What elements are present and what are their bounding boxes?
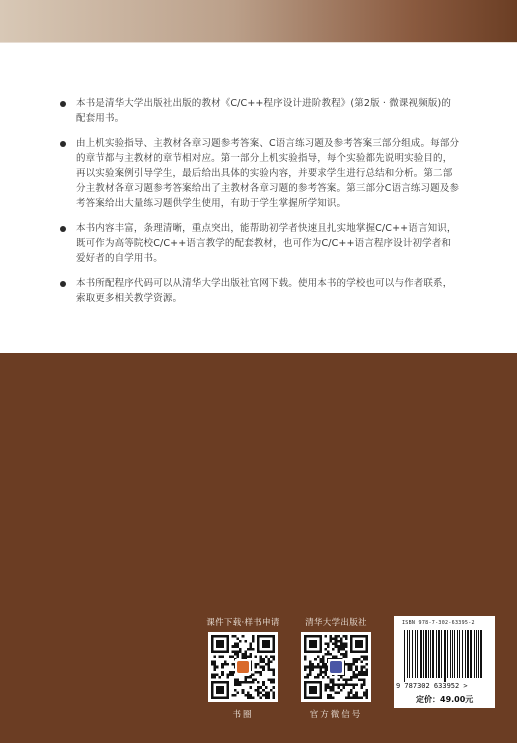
description-text: 本书是清华大学出版社出版的教材《C/C++程序设计进阶教程》(第2版 · 微课视频版)的配套用书。 (76, 98, 452, 124)
bullet-dot-icon (60, 101, 66, 107)
isbn-barcode-box (394, 616, 495, 708)
qr-group-wechat (296, 616, 376, 720)
book-circle-logo-icon (237, 661, 249, 673)
price-label: 定价：49.00元 (416, 695, 474, 704)
top-divider (0, 42, 517, 43)
description-item (60, 276, 460, 306)
qr-caption-top: 清华大学出版社 (305, 618, 367, 628)
qr-group-book-circle (203, 616, 283, 720)
bullet-dot-icon (60, 281, 66, 287)
isbn-text: ISBN 978-7-302-63395-2 (402, 620, 475, 626)
qr-code-wechat[interactable] (301, 632, 371, 702)
description-item (60, 96, 460, 126)
qr-caption-top: 课件下载·样书申请 (206, 618, 280, 628)
barcode-digits: 9 787302 633952 > (396, 682, 468, 690)
top-gradient-band (0, 0, 517, 42)
bullet-dot-icon (60, 141, 66, 147)
barcode-icon (404, 630, 485, 682)
description-text: 本书所配程序代码可以从清华大学出版社官网下载。使用本书的学校也可以与作者联系，索取更多相关教学资源。 (76, 278, 453, 304)
description-text: 本书内容丰富，条理清晰，重点突出，能帮助初学者快速且扎实地掌握C/C++语言知识，既可作为高等院校C/C++语言教学的配套教材，也可作为C/C++语言程序设计初学者和爱好者的自学用书。 (76, 223, 457, 264)
tsinghua-press-logo-icon (330, 661, 342, 673)
description-item (60, 221, 460, 266)
description-item (60, 136, 460, 211)
qr-code-book-circle[interactable] (208, 632, 278, 702)
qr-caption-bottom: 官方微信号 (309, 710, 363, 720)
description-list (60, 96, 460, 316)
bullet-dot-icon (60, 226, 66, 232)
description-text: 由上机实验指导、主教材各章习题参考答案、C语言练习题及参考答案三部分组成。每部分的章节都与主教材的章节相对应。第一部分上机实验指导，每个实验都先说明实验目的，再以实验案例引导学生，最后给出具体的实验内容，并要求学生进行总结和分析。第二部分主教材各章习题参考答案给出了主教材各章习题的参考答案。第三部分C语言练习题及参考答案给出大量练习题供学生使用，有助于学生掌握所学知识。 (76, 138, 460, 209)
qr-caption-bottom: 书圈 (232, 710, 254, 720)
